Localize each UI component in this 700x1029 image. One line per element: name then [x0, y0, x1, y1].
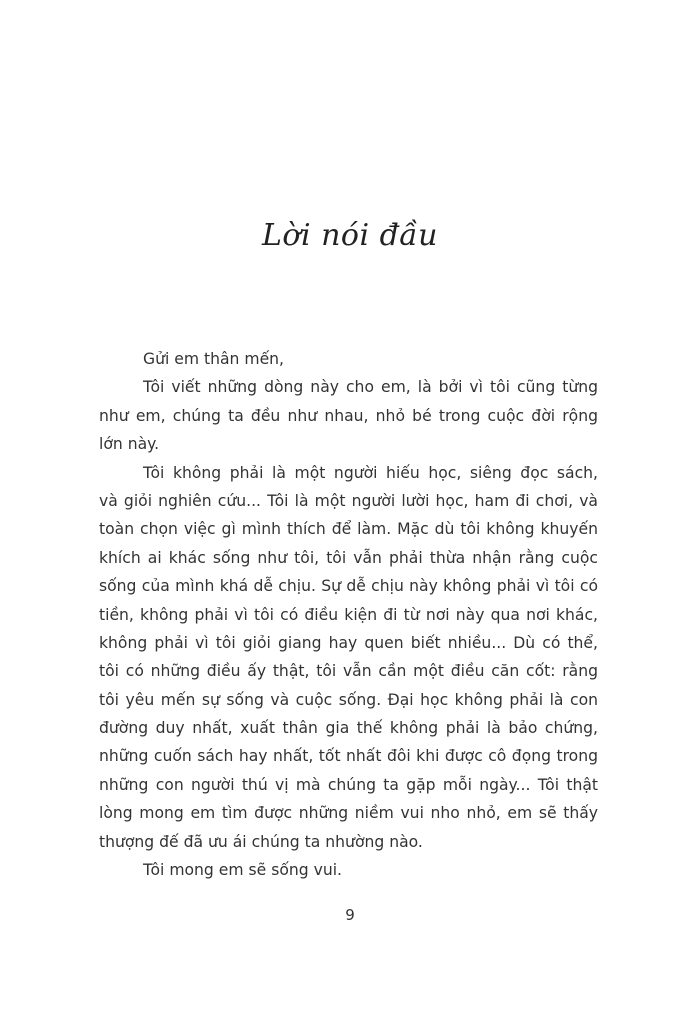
paragraph-line: những cuốn sách hay nhất, tốt nhất đôi khi được cô đọng trong — [99, 747, 598, 766]
paragraph-line: không phải vì tôi giỏi giang hay quen biết nhiều... Dù có thể, — [99, 633, 598, 652]
paragraph-line: Gửi em thân mến, — [143, 350, 285, 368]
paragraph-line: Tôi mong em sẽ sống vui. — [143, 861, 343, 880]
body-text — [99, 345, 598, 884]
paragraph-line: tôi có những điều ấy thật, tôi vẫn cần một điều căn cốt: rằng — [99, 662, 598, 681]
paragraph-line: Tôi viết những dòng này cho em, là bởi vì tôi cũng từng — [143, 378, 598, 397]
paragraph-line: thượng đế đã ưu ái chúng ta nhường nào. — [99, 832, 423, 851]
paragraph-line: Tôi không phải là một người hiếu học, siêng đọc sách, — [143, 463, 598, 482]
paragraph-line: như em, chúng ta đều như nhau, nhỏ bé trong cuộc đời rộng — [99, 406, 598, 425]
paragraph-line: toàn chọn việc gì mình thích để làm. Mặc dù tôi không khuyến — [99, 520, 598, 539]
paragraph-line: khích ai khác sống như tôi, tôi vẫn phải thừa nhận rằng cuộc — [99, 548, 598, 567]
paragraph-line: đường duy nhất, xuất thân gia thế không phải là bảo chứng, — [99, 719, 598, 738]
chapter-title: Lời nói đầu — [261, 218, 439, 253]
paragraph-line: tiền, không phải vì tôi có điều kiện đi từ nơi này qua nơi khác, — [99, 605, 598, 624]
paragraph-line: và giỏi nghiên cứu... Tôi là một người lười học, ham đi chơi, và — [99, 491, 598, 510]
page-number: 9 — [345, 906, 355, 924]
paragraph-line: những con người thú vị mà chúng ta gặp mỗi ngày... Tôi thật — [99, 775, 598, 794]
paragraph-line: lớn này. — [99, 435, 160, 454]
paragraph-line: tôi yêu mến sự sống và cuộc sống. Đại học không phải là con — [99, 690, 598, 709]
paragraph-line: sống của mình khá dễ chịu. Sự dễ chịu này không phải vì tôi có — [99, 577, 598, 596]
paragraph-line: lòng mong em tìm được những niềm vui nho nhỏ, em sẽ thấy — [99, 804, 598, 823]
